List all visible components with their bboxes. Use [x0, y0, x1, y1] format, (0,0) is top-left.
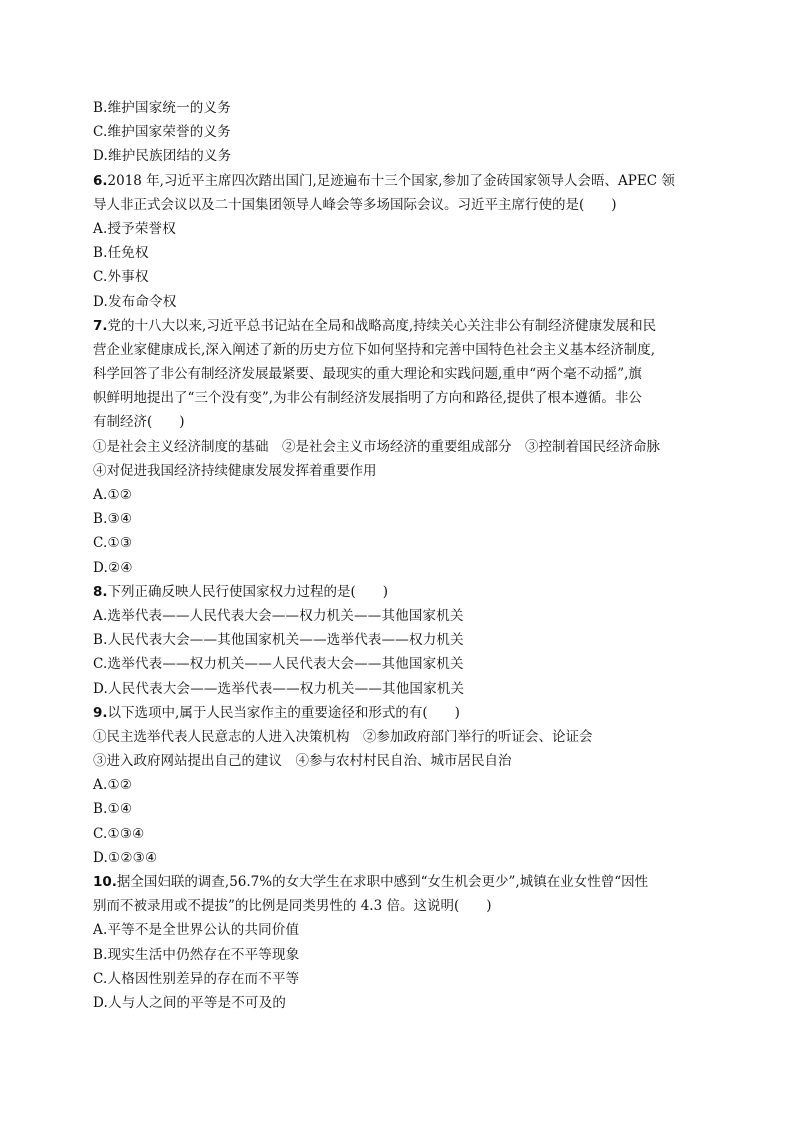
- q7-stem-line-5: 有制经济( ): [93, 414, 185, 431]
- q8-stem: [93, 580, 703, 604]
- q6-option-b: B.任免权: [93, 245, 149, 262]
- q7-stem-line-3: 科学回答了非公有制经济发展最紧要、最现实的重大理论和实践问题,重申“两个毫不动摇”,旗: [93, 366, 642, 383]
- q8-option-b: B.人民代表大会——其他国家机关——选举代表——权力机关: [93, 632, 464, 649]
- q9-stem: [93, 701, 703, 725]
- q6-number: 6.: [93, 172, 108, 189]
- q7-number: 7.: [93, 317, 108, 334]
- q7-stem-line-4: 帜鲜明地提出了“三个没有变”,为非公有制经济发展指明了方向和路径,提供了根本遵循。非公: [93, 390, 642, 407]
- q8-option-c: C.选举代表——权力机关——人民代表大会——其他国家机关: [93, 656, 464, 673]
- question-5-tail: [93, 96, 703, 169]
- q5-option-c: C.维护国家荣誉的义务: [93, 124, 231, 141]
- q9-option-d: D.①②③④: [93, 849, 158, 866]
- q10-option-b: B.现实生活中仍然存在不平等现象: [93, 946, 300, 963]
- q10-option-a: A.平等不是全世界公认的共同价值: [93, 922, 300, 939]
- question-7: [93, 314, 703, 580]
- q10-stem-line-1: [93, 870, 703, 894]
- q6-stem-line-1: [93, 169, 703, 193]
- q10-option-c: C.人格因性别差异的存在而不平等: [93, 970, 300, 987]
- q9-option-c: C.①③④: [93, 825, 145, 842]
- q7-statements-line-2: ④对促进我国经济持续健康发展发挥着重要作用: [93, 462, 377, 479]
- q7-statements-line-1: ①是社会主义经济制度的基础 ②是社会主义市场经济的重要组成部分 ③控制着国民经济命脉: [93, 438, 660, 455]
- q7-option-d: D.②④: [93, 559, 133, 576]
- q9-stem-text: 以下选项中,属于人民当家作主的重要途径和形式的有( ): [107, 704, 460, 721]
- q8-option-d: D.人民代表大会——选举代表——权力机关——其他国家机关: [93, 680, 465, 697]
- q7-stem-line-1: [93, 314, 703, 338]
- q10-number: 10.: [93, 874, 117, 890]
- q7-option-a: A.①②: [93, 487, 133, 503]
- q6-stem-text-1: 2018 年,习近平主席四次踏出国门,足迹遍布十三个国家,参加了金砖国家领导人会晤、APEC 领: [107, 172, 675, 189]
- q5-option-b: B.维护国家统一的义务: [93, 100, 231, 116]
- question-8: [93, 580, 703, 701]
- q7-stem-line-2: 营企业家健康成长,深入阐述了新的历史方位下如何坚持和完善中国特色社会主义基本经济制度,: [93, 341, 656, 358]
- q6-option-a: A.授予荣誉权: [93, 220, 176, 237]
- q6-option-d: D.发布命令权: [93, 293, 177, 310]
- q10-stem-line-2: 别而不被录用或不提拔”的比例是同类男性的 4.3 倍。这说明( ): [93, 898, 492, 915]
- q9-statements-line-1: ①民主选举代表人民意志的人进入决策机构 ②参加政府部门举行的听证会、论证会: [93, 728, 593, 745]
- question-6: [93, 169, 703, 314]
- q5-option-d: D.维护民族团结的义务: [93, 148, 232, 165]
- q6-option-c: C.外事权: [93, 269, 149, 286]
- q8-option-a: A.选举代表——人民代表大会——权力机关——其他国家机关: [93, 607, 464, 624]
- q8-number: 8.: [93, 583, 108, 600]
- q9-number: 9.: [93, 704, 108, 721]
- q7-option-b: B.③④: [93, 511, 133, 528]
- question-10: [93, 870, 703, 1015]
- question-9: [93, 701, 703, 870]
- q6-stem-line-2: 导人非正式会议以及二十国集团领导人峰会等多场国际会议。习近平主席行使的是( ): [93, 196, 617, 213]
- q10-stem-text-1: 据全国妇联的调查,56.7%的女大学生在求职中感到“女生机会更少”,城镇在业女性曾“因性: [116, 874, 649, 890]
- q10-option-d: D.人与人之间的平等是不可及的: [93, 994, 287, 1011]
- q8-stem-text: 下列正确反映人民行使国家权力过程的是( ): [107, 583, 389, 600]
- q9-option-a: A.①②: [93, 777, 133, 794]
- q9-statements-line-2: ③进入政府网站提出自己的建议 ④参与农村村民自治、城市居民自治: [93, 753, 512, 770]
- q9-option-b: B.①④: [93, 801, 133, 818]
- q7-stem-text-1: 党的十八大以来,习近平总书记站在全局和战略高度,持续关心关注非公有制经济健康发展和民: [107, 317, 657, 334]
- exam-page: [93, 96, 703, 1015]
- q7-option-c: C.①③: [93, 535, 133, 552]
